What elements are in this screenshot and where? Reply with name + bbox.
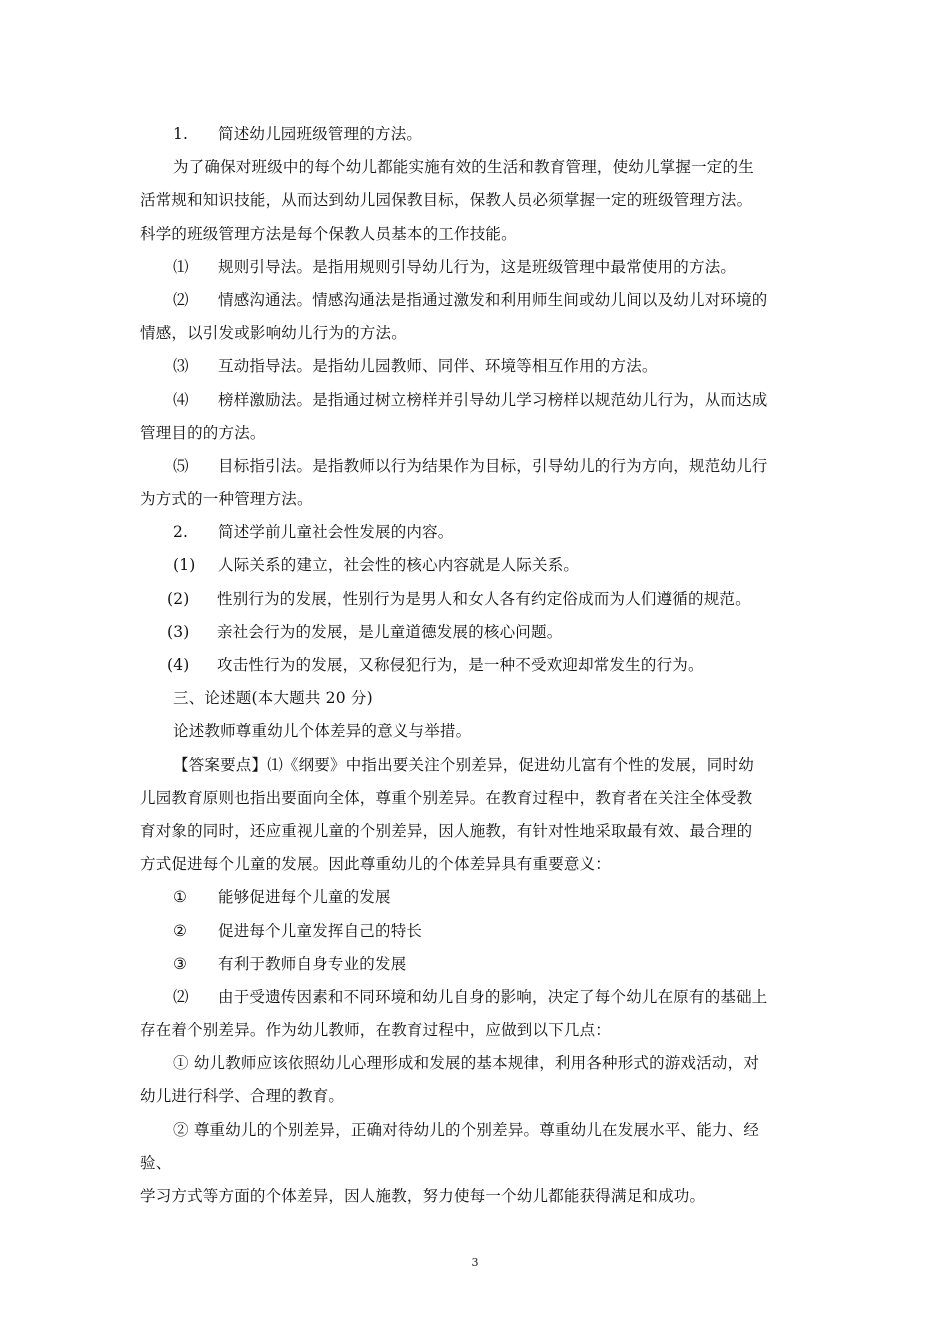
line-text: 为了确保对班级中的每个幼儿都能实施有效的生活和教育管理，使幼儿掌握一定的生	[173, 158, 754, 177]
list-number: ①	[173, 888, 188, 907]
paragraph-line	[140, 782, 820, 815]
list-number: ⑵	[173, 290, 189, 309]
line-text: 亲社会行为的发展，是儿童道德发展的核心问题。	[217, 622, 563, 641]
list-number: (2)	[167, 589, 190, 608]
line-text: 【答案要点】⑴《纲要》中指出要关注个别差异，促进幼儿富有个性的发展，同时幼	[173, 755, 754, 774]
list-number: 2.	[173, 523, 189, 542]
list-number: (3)	[167, 622, 190, 641]
list-item	[140, 384, 820, 417]
paragraph-line	[140, 1080, 820, 1113]
essay-question	[140, 715, 820, 748]
list-number: ⑷	[173, 390, 189, 409]
list-item	[140, 616, 820, 649]
line-text: 情感，以引发或影响幼儿行为的方法。	[140, 324, 407, 343]
line-text: 目标指引法。是指教师以行为结果作为目标，引导幼儿的行为方向，规范幼儿行	[218, 456, 768, 475]
line-text: 有利于教师自身专业的发展	[218, 954, 407, 973]
paragraph-line	[140, 815, 820, 848]
line-text: 方式促进每个儿童的发展。因此尊重幼儿的个体差异具有重要意义：	[140, 855, 612, 874]
paragraph-line	[140, 1047, 820, 1080]
line-text: 简述学前儿童社会性发展的内容。	[218, 523, 454, 542]
list-number: (4)	[167, 656, 190, 674]
line-text: 情感沟通法。情感沟通法是指通过激发和利用师生间或幼儿间以及幼儿对环境的	[218, 290, 768, 309]
line-text: 育对象的同时，还应重视儿童的个别差异，因人施教，有针对性地采取最有效、最合理的	[140, 821, 753, 840]
line-text: 科学的班级管理方法是每个保教人员基本的工作技能。	[140, 224, 517, 243]
paragraph-line	[140, 417, 820, 450]
list-number: ②	[173, 921, 188, 940]
list-item	[140, 649, 820, 682]
line-text: 互动指导法。是指幼儿园教师、同伴、环境等相互作用的方法。	[218, 357, 658, 376]
section-heading	[140, 682, 820, 715]
line-text: 幼儿进行科学、合理的教育。	[140, 1087, 345, 1106]
paragraph-line	[140, 151, 820, 184]
list-item	[140, 915, 820, 948]
line-text: 规则引导法。是指用规则引导幼儿行为，这是班级管理中最常使用的方法。	[218, 257, 737, 276]
list-number: ⑶	[173, 357, 189, 376]
line-text: 儿园教育原则也指出要面向全体，尊重个别差异。在教育过程中，教育者在关注全体受教	[140, 788, 753, 807]
list-item	[140, 948, 820, 981]
page-number: 3	[471, 1256, 479, 1269]
question-heading	[140, 118, 820, 151]
line-text: ② 尊重幼儿的个别差异，正确对待幼儿的个别差异。尊重幼儿在发展水平、能力、经	[173, 1120, 760, 1139]
line-text: 三、论述题(本大题共 20 分)	[173, 689, 373, 708]
paragraph-line	[140, 848, 820, 881]
line-text: 攻击性行为的发展，又称侵犯行为，是一种不受欢迎却常发生的行为。	[217, 656, 704, 674]
line-text: 由于受遗传因素和不同环境和幼儿自身的影响，决定了每个幼儿在原有的基础上	[218, 987, 768, 1006]
line-text: 榜样激励法。是指通过树立榜样并引导幼儿学习榜样以规范幼儿行为，从而达成	[218, 390, 768, 409]
list-number: ⑵	[173, 987, 189, 1006]
answer-line	[140, 749, 820, 782]
list-item	[140, 284, 820, 317]
list-number: ③	[173, 954, 188, 973]
line-text: 为方式的一种管理方法。	[140, 490, 313, 509]
line-text: 人际关系的建立，社会性的核心内容就是人际关系。	[218, 556, 580, 575]
list-item	[140, 350, 820, 383]
line-text: 促进每个儿童发挥自己的特长	[218, 921, 423, 940]
list-number: 1.	[173, 125, 189, 143]
line-text: 性别行为的发展，性别行为是男人和女人各有约定俗成而为人们遵循的规范。	[217, 589, 751, 608]
paragraph-line	[140, 483, 820, 516]
line-text: 验、	[140, 1153, 172, 1172]
paragraph-line	[140, 1014, 820, 1047]
list-item	[140, 583, 820, 616]
question-heading	[140, 516, 820, 549]
line-text: 存在着个别差异。作为幼儿教师，在教育过程中，应做到以下几点：	[140, 1021, 612, 1040]
paragraph-line	[140, 317, 820, 350]
list-item	[140, 881, 820, 914]
document-body	[140, 118, 820, 1213]
line-text: 论述教师尊重幼儿个体差异的意义与举措。	[173, 722, 472, 741]
line-text: 管理目的的方法。	[140, 423, 266, 442]
list-item	[140, 549, 820, 582]
line-text: 能够促进每个儿童的发展	[218, 888, 391, 907]
paragraph-line	[140, 1147, 820, 1180]
list-number: ⑴	[173, 257, 189, 276]
paragraph-line	[140, 1114, 820, 1147]
list-item	[140, 981, 820, 1014]
list-item	[140, 251, 820, 284]
line-text: ① 幼儿教师应该依照幼儿心理形成和发展的基本规律，利用各种形式的游戏活动，对	[173, 1054, 760, 1073]
paragraph-line	[140, 184, 820, 217]
list-number: (1)	[173, 556, 196, 575]
line-text: 活常规和知识技能，从而达到幼儿园保教目标，保教人员必须掌握一定的班级管理方法。	[140, 191, 753, 210]
list-item	[140, 450, 820, 483]
line-text: 简述幼儿园班级管理的方法。	[218, 125, 423, 143]
paragraph-line	[140, 218, 820, 251]
line-text: 学习方式等方面的个体差异，因人施教，努力使每一个幼儿都能获得满足和成功。	[140, 1187, 706, 1205]
paragraph-line	[140, 1180, 820, 1213]
list-number: ⑸	[173, 456, 189, 475]
